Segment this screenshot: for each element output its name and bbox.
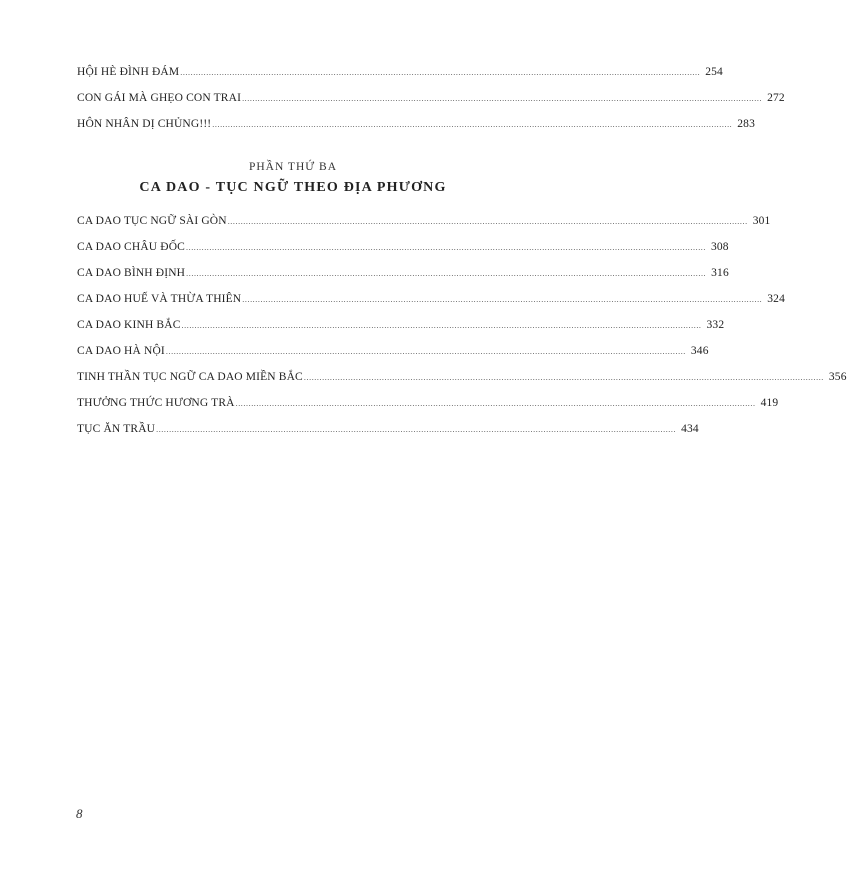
toc-entry-title: CON GÁI MÀ GHẸO CON TRAI: [77, 92, 242, 104]
toc-entry-title: CA DAO HÀ NỘI: [77, 345, 165, 357]
toc-entry-title: HỘI HÈ ĐÌNH ĐÁM: [77, 66, 180, 78]
toc-entry-page: 434: [681, 423, 699, 435]
toc-entry-page: 254: [705, 66, 723, 78]
toc-entry[interactable]: [77, 319, 725, 335]
toc-entry-title: THƯỞNG THỨC HƯƠNG TRÀ: [77, 397, 235, 409]
dot-leader: ........................................................................................................................................................................................................: [181, 321, 702, 330]
toc-entry-page: 308: [711, 241, 729, 253]
toc-entry-title: HÔN NHÂN DỊ CHỦNG!!!: [77, 118, 212, 130]
toc-entry-page: 346: [690, 345, 709, 357]
toc-entry[interactable]: [77, 241, 729, 257]
toc-entry-title: CA DAO HUẾ VÀ THỪA THIÊN: [77, 293, 242, 305]
toc-entry[interactable]: [77, 397, 779, 413]
toc-entry[interactable]: [77, 293, 785, 309]
toc-entry-title: CA DAO KINH BẮC: [77, 319, 181, 331]
toc-entry-page: 272: [767, 92, 785, 104]
dot-leader: ........................................................................................................................................................................................................: [227, 217, 748, 226]
toc-entry-page: 324: [767, 293, 785, 305]
toc-entry[interactable]: [77, 118, 755, 134]
toc-entry-page: 332: [706, 319, 725, 331]
toc-entry[interactable]: [77, 267, 729, 283]
dot-leader: ........................................................................................................................................................................................................: [186, 269, 707, 278]
dot-leader: ........................................................................................................................................................................................................: [156, 425, 677, 434]
dot-leader: ........................................................................................................................................................................................................: [186, 243, 706, 252]
toc-entry[interactable]: [77, 215, 771, 231]
toc-entry-title: TỤC ĂN TRẦU: [77, 423, 156, 435]
page-number: 8: [76, 806, 83, 821]
toc-entry[interactable]: [77, 66, 723, 82]
dot-leader: ........................................................................................................................................................................................................: [242, 295, 763, 304]
toc-entry-page: 283: [737, 118, 755, 130]
toc-entry-page: 301: [752, 215, 771, 227]
toc-entry-title: TINH THẦN TỤC NGỮ CA DAO MIỀN BẮC: [77, 371, 303, 383]
toc-entry-page: 356: [828, 371, 847, 383]
dot-leader: ........................................................................................................................................................................................................: [235, 399, 756, 408]
part-label: PHẦN THỨ BA: [248, 161, 338, 173]
toc-entry-page: 419: [760, 397, 779, 409]
toc-entry-title: CA DAO BÌNH ĐỊNH: [77, 267, 186, 279]
toc-entry-title: CA DAO CHÂU ĐỐC: [77, 241, 185, 253]
toc-entry[interactable]: [77, 345, 709, 361]
toc-entry[interactable]: [77, 371, 847, 387]
toc-entry-page: 316: [711, 267, 729, 279]
dot-leader: ........................................................................................................................................................................................................: [212, 120, 733, 129]
dot-leader: ........................................................................................................................................................................................................: [180, 68, 701, 77]
dot-leader: ........................................................................................................................................................................................................: [242, 94, 763, 103]
toc-entry-title: CA DAO TỤC NGỮ SÀI GÒN: [77, 215, 227, 227]
dot-leader: ........................................................................................................................................................................................................: [165, 347, 686, 356]
toc-entry[interactable]: [77, 92, 785, 108]
part-title: CA DAO - TỤC NGỮ THEO ĐỊA PHƯƠNG: [139, 180, 447, 195]
toc-entry[interactable]: [77, 423, 699, 439]
dot-leader: ........................................................................................................................................................................................................: [303, 373, 824, 382]
